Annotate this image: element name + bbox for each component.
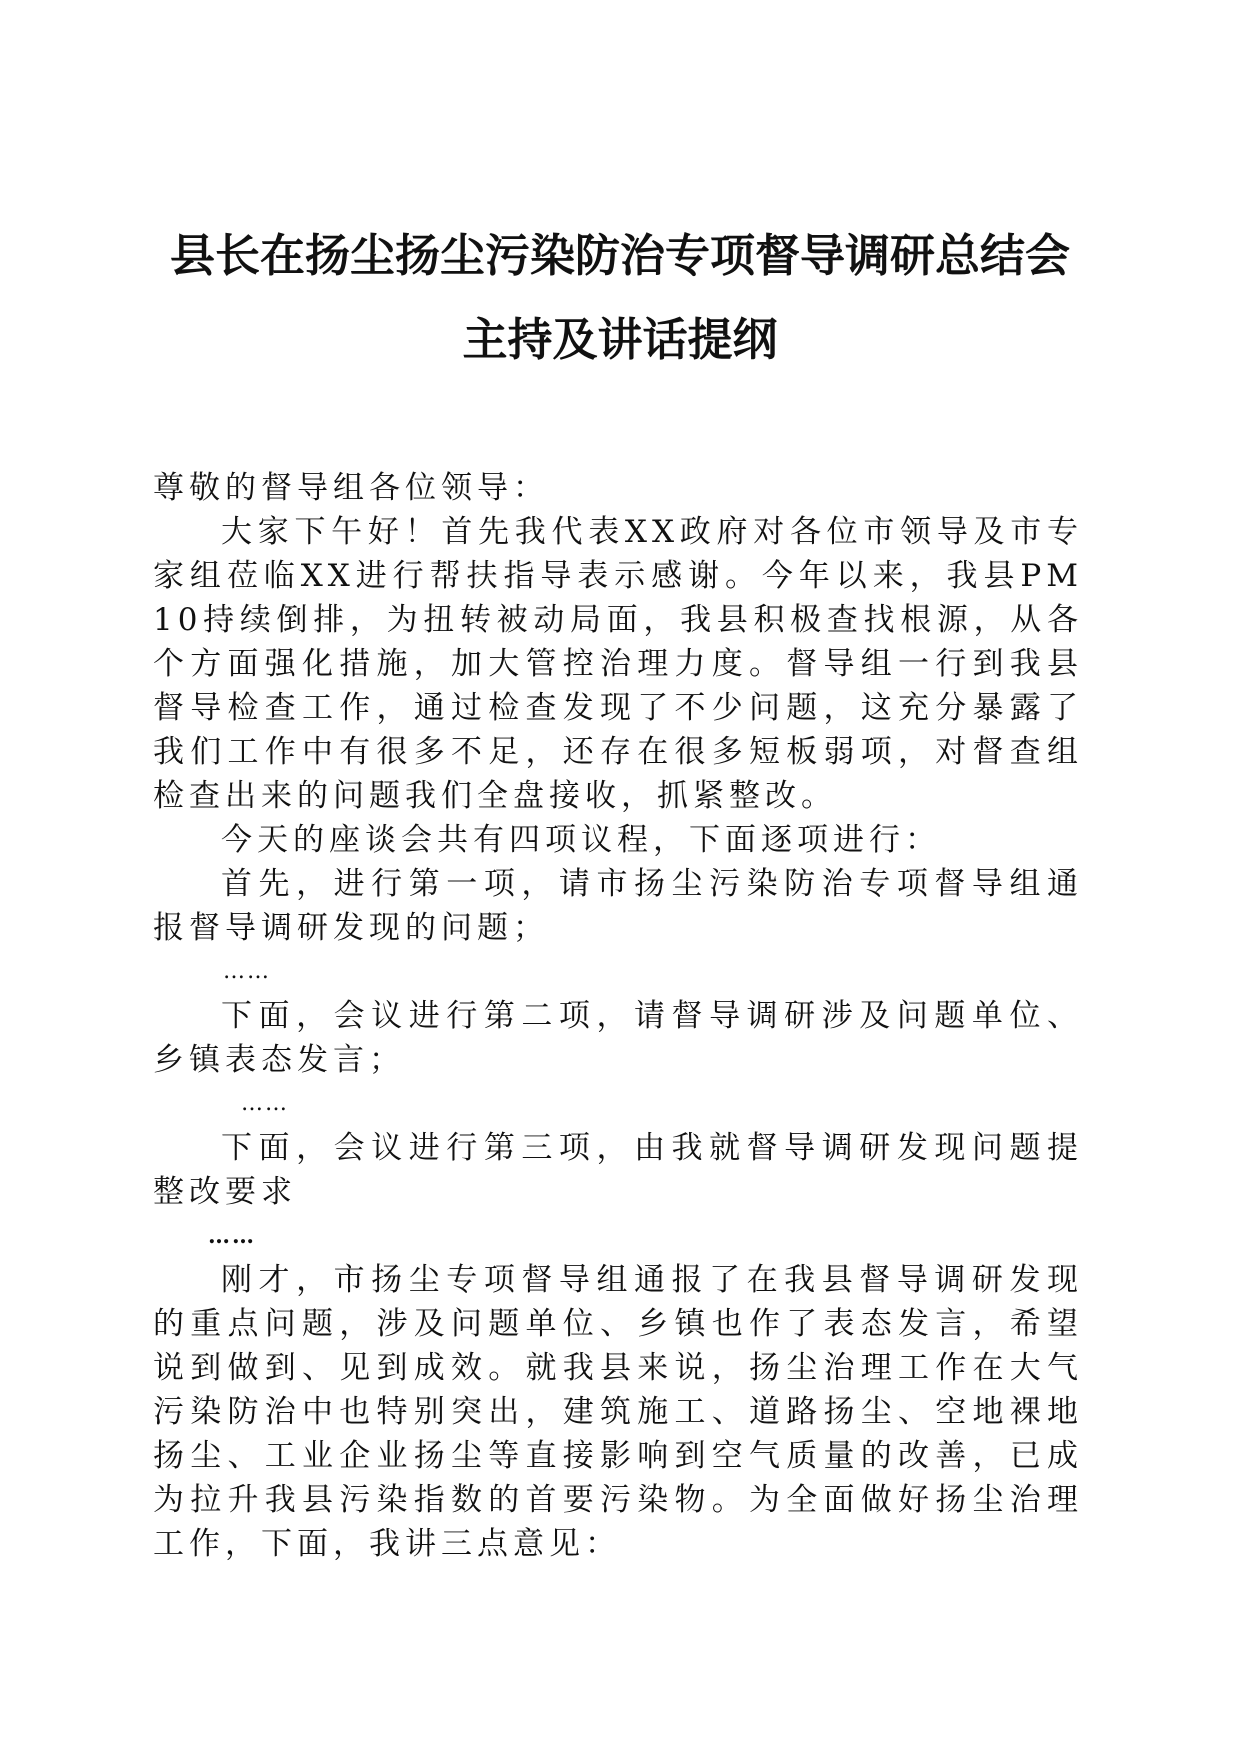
- document-body: [153, 466, 1083, 1566]
- ellipsis: ……: [208, 1223, 256, 1249]
- document-title-line-1: 县长在扬尘扬尘污染防治专项督导调研总结会: [169, 229, 1070, 282]
- paragraph-opening: 大家下午好！首先我代表XX政府对各位市领导及市专家组莅临XX进行帮扶指导表示感谢。今年以来，我县PM10持续倒排，为扭转被动局面，我县积极查找根源，从各个方面强化措施，加大管控治理力度。督导组一行到我县督导检查工作，通过检查发现了不少问题，这充分暴露了我们工作中有很多不足，还存在很多短板弱项，对督查组检查出来的问题我们全盘接收，抓紧整改。: [153, 514, 1083, 814]
- paragraph-item-1: 首先，进行第一项，请市扬尘污染防治专项督导组通报督导调研发现的问题；: [153, 866, 1083, 946]
- paragraph-item-2: 下面，会议进行第二项，请督导调研涉及问题单位、乡镇表态发言；: [153, 998, 1083, 1078]
- paragraph-remarks: 刚才，市扬尘专项督导组通报了在我县督导调研发现的重点问题，涉及问题单位、乡镇也作了表态发言，希望说到做到、见到成效。就我县来说，扬尘治理工作在大气污染防治中也特别突出，建筑施工、道路扬尘、空地裸地扬尘、工业企业扬尘等直接影响到空气质量的改善，已成为拉升我县污染指数的首要污染物。为全面做好扬尘治理工作，下面，我讲三点意见：: [153, 1262, 1083, 1562]
- document-title-line-2: 主持及讲话提纲: [462, 313, 778, 366]
- salutation: 尊敬的督导组各位领导：: [153, 470, 549, 506]
- paragraph-item-3: 下面，会议进行第三项，由我就督导调研发现问题提整改要求: [153, 1130, 1083, 1210]
- ellipsis: ……: [223, 959, 271, 984]
- paragraph-agenda: 今天的座谈会共有四项议程，下面逐项进行：: [221, 822, 941, 858]
- ellipsis: ……: [241, 1091, 289, 1116]
